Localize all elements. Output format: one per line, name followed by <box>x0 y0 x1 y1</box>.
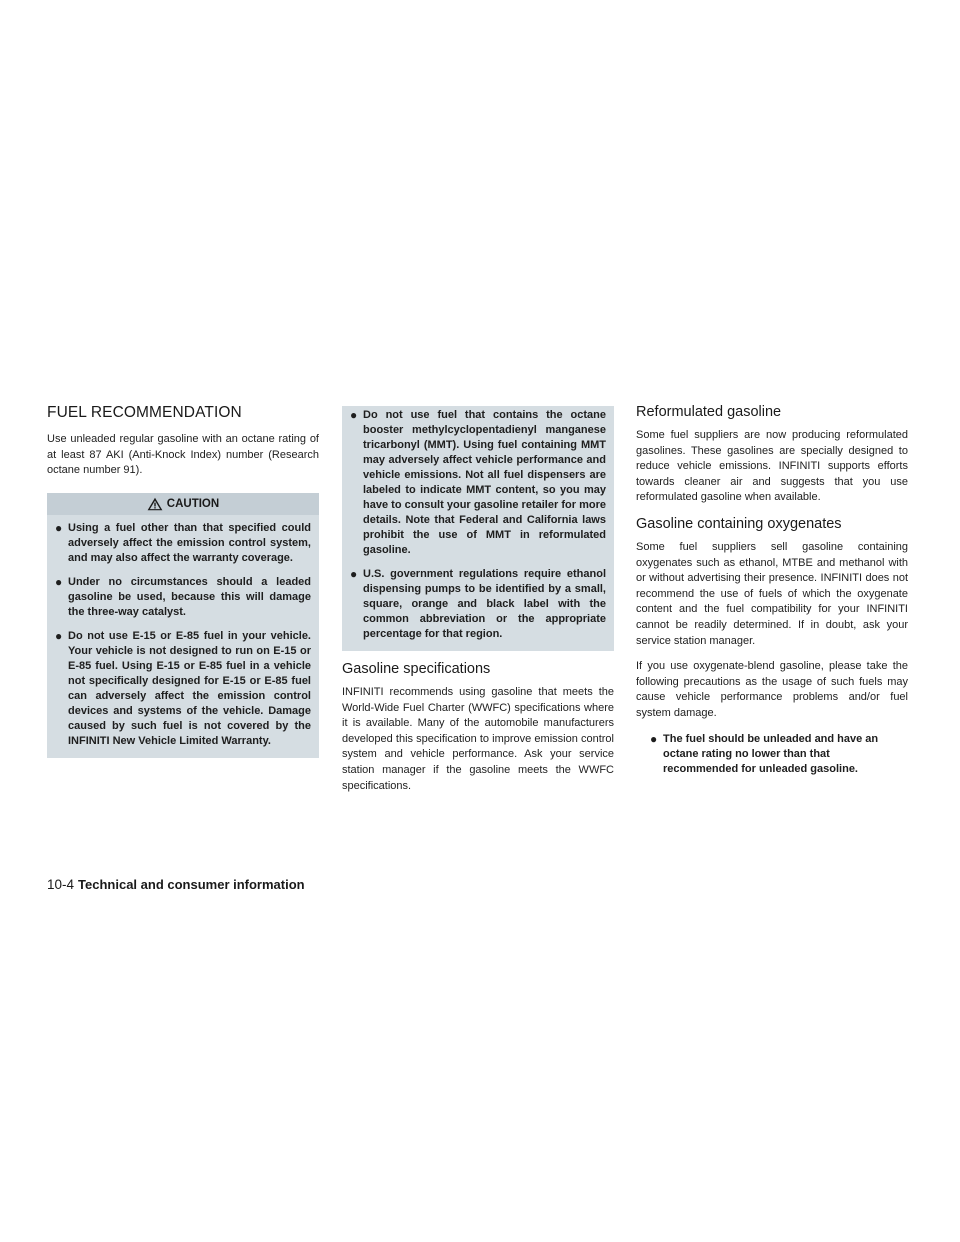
caution-item-text: Do not use fuel that contains the octane booster methylcyclopentadienyl manganese tricarbonyl (MMT). Using fuel containing MMT may adversely affect vehicle performance and vehicle emissions. Not all fuel dispensers are labeled to indicate MMT content, so you may have to consult your gasoline retailer for more details. Note that Federal and California laws prohibit the use of MMT in reformulated gasoline. <box>363 409 606 556</box>
subsection-heading: Reformulated gasoline <box>636 404 782 420</box>
caution-box-continued <box>342 406 614 651</box>
caution-header <box>47 493 319 515</box>
bullet-icon: ● <box>350 408 358 422</box>
bullet-icon: ● <box>55 628 63 643</box>
subsection-heading: Gasoline specifications <box>342 661 491 677</box>
list-item-text: The fuel should be unleaded and have an octane rating no lower than that recommended for unleaded gasoline. <box>663 732 879 775</box>
column-3 <box>636 404 908 777</box>
bullet-icon: ● <box>650 731 658 746</box>
column-2 <box>342 406 614 804</box>
page-footer <box>47 877 305 892</box>
caution-title: CAUTION <box>166 497 220 510</box>
caution-item <box>55 521 311 566</box>
list-item <box>650 732 908 777</box>
bullet-icon: ● <box>350 567 358 581</box>
reform-paragraph: Some fuel suppliers are now producing reformulated gasolines. These gasolines are specially designed to reduce vehicle emissions. INFINITI supports efforts towards cleaner air and suggests that you use reformulated gasoline when available. <box>636 429 908 504</box>
caution-item <box>55 575 311 620</box>
caution-box <box>47 493 319 758</box>
caution-body <box>342 406 614 651</box>
footer-section-title: Technical and consumer information <box>78 877 305 892</box>
caution-item-text: Under no circumstances should a leaded gasoline be used, because this will damage the three-way catalyst. <box>68 575 311 618</box>
caution-item-text: Using a fuel other than that specified could adversely affect the emission control system, and may also affect the warranty coverage. <box>68 521 311 564</box>
caution-item-text: Do not use E-15 or E-85 fuel in your vehicle. Your vehicle is not designed to run on E-15 or E-85 fuel. Using E-15 or E-85 fuel in a vehicle not specifically designed for E-15 or E-85 fuel can adversely affect the emission control devices and systems of the vehicle. Damage caused by such fuel is not covered by the INFINITI New Vehicle Limited Warranty. <box>68 629 311 747</box>
oxy-paragraph-2: If you use oxygenate-blend gasoline, please take the following precautions as the usage of such fuels may cause vehicle performance problems and/or fuel system damage. <box>636 660 908 719</box>
subsection-heading: Gasoline containing oxygenates <box>636 515 842 532</box>
oxy-paragraph-1: Some fuel suppliers sell gasoline containing oxygenates such as ethanol, MTBE and methanol with or without advertising their presence. INFINITI does not recommend the use of fuels of which the oxygenate content and the fuel compatibility for your INFINITI cannot be readily determined. If in doubt, ask your service station manager. <box>636 540 908 647</box>
caution-item <box>350 408 606 558</box>
spec-paragraph: INFINITI recommends using gasoline that meets the World-Wide Fuel Charter (WWFC) specifications where it is available. Many of the automobile manufacturers developed this specification to improve emission control system and vehicle performance. Ask your service station manager if the gasoline meets the WWFC specifications. <box>342 686 614 792</box>
bullet-icon: ● <box>55 574 63 589</box>
column-1 <box>47 404 319 758</box>
caution-item <box>55 629 311 749</box>
bullet-icon: ● <box>55 520 63 535</box>
caution-item <box>350 567 606 642</box>
warning-triangle-icon <box>147 497 163 511</box>
section-heading: FUEL RECOMMENDATION <box>47 404 242 421</box>
intro-paragraph: Use unleaded regular gasoline with an octane rating of at least 87 AKI (Anti-Knock Index) number (Research octane number 91). <box>47 433 319 477</box>
page-number: 10-4 <box>47 877 75 892</box>
caution-item-text: U.S. government regulations require ethanol dispensing pumps to be identified by a small, square, orange and black label with the common abbreviation or the appropriate percentage for that region. <box>363 568 606 640</box>
caution-body <box>47 515 319 758</box>
